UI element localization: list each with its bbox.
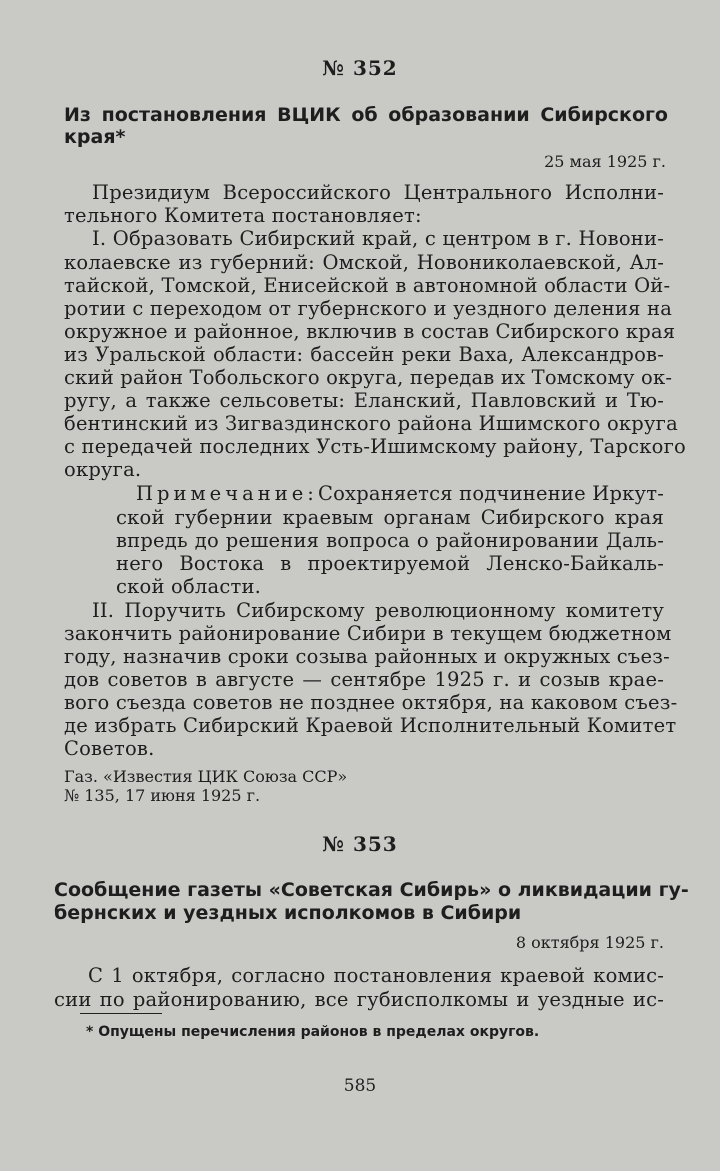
- doc352-date: 25 мая 1925 г.: [544, 152, 666, 171]
- text-line: бентинский из Зигваздинского района Ишимского округа: [64, 412, 678, 435]
- text-line: Советов.: [64, 737, 155, 760]
- doc352-preamble-line2: тельного Комитета постановляет:: [64, 204, 422, 227]
- text-line: году, назначив сроки созыва районных и окружных съез-: [64, 645, 670, 668]
- doc352-title-line1: Из постановления ВЦИК об образовании Сибирского: [64, 104, 668, 126]
- text-line: тайской, Томской, Енисейской в автономной области Ой-: [64, 274, 671, 297]
- doc352-title-line2: края*: [64, 126, 126, 148]
- text-line: де избрать Сибирский Краевой Исполнительный Комитет: [64, 714, 677, 737]
- note-line: впредь до решения вопроса о районировании Даль-: [116, 529, 664, 552]
- note-line: ской губернии краевым органам Сибирского края: [116, 506, 664, 529]
- text-line: ротии с переходом от губернского и уездного деления на: [64, 297, 673, 320]
- text-line: закончить районирование Сибири в текущем бюджетном: [64, 622, 672, 645]
- text-line: округа.: [64, 458, 142, 481]
- note-line: [136, 484, 664, 504]
- note-text: Сохраняется подчинение Иркут-: [317, 482, 664, 505]
- note-line: него Востока в проектируемой Ленско-Байкаль-: [116, 552, 664, 575]
- doc353-body-line2: сии по районированию, все губисполкомы и уездные ис-: [54, 988, 664, 1011]
- text-line: II. Поручить Сибирскому революционному комитету: [92, 599, 664, 622]
- note-label: Примечание:: [136, 482, 318, 505]
- text-line: ский район Тобольского округа, передав их Томскому ок-: [64, 366, 673, 389]
- footnote: * Опущены перечисления районов в пределах округов.: [86, 1024, 540, 1040]
- text-line: с передачей последних Усть-Ишимскому району, Тарского: [64, 435, 686, 458]
- doc353-body-line1: С 1 октября, согласно постановления краевой комис-: [88, 964, 664, 987]
- doc352-source-line1: Газ. «Известия ЦИК Союза ССР»: [64, 767, 348, 786]
- text-line: окружное и районное, включив в состав Сибирского края: [64, 320, 676, 343]
- text-line: из Уральской области: бассейн реки Ваха, Александров-: [64, 343, 664, 366]
- text-line: колаевске из губерний: Омской, Новониколаевской, Ал-: [64, 251, 664, 274]
- footnote-separator: [80, 1013, 162, 1014]
- doc353-date: 8 октября 1925 г.: [515, 933, 664, 952]
- text-line: вого съезда советов не позднее октября, на каковом съез-: [64, 691, 678, 714]
- text-line: ругу, а также сельсоветы: Еланский, Павловский и Тю-: [64, 389, 664, 412]
- document-number-352: № 352: [322, 56, 398, 80]
- text-line: дов советов в августе — сентябре 1925 г. и созыв крае-: [64, 668, 664, 691]
- document-number-353: № 353: [322, 832, 398, 856]
- note-line: ской области.: [116, 575, 262, 598]
- doc353-title-line2: бернских и уездных исполкомов в Сибири: [54, 902, 522, 924]
- doc352-preamble-line1: Президиум Всероссийского Центрального Исполни-: [92, 181, 664, 204]
- doc353-title-line1: Сообщение газеты «Советская Сибирь» о ликвидации гу-: [54, 879, 689, 901]
- page-number: 585: [343, 1076, 377, 1096]
- text-line: I. Образовать Сибирский край, с центром в г. Новони-: [92, 227, 664, 250]
- doc352-source-line2: № 135, 17 июня 1925 г.: [64, 786, 261, 805]
